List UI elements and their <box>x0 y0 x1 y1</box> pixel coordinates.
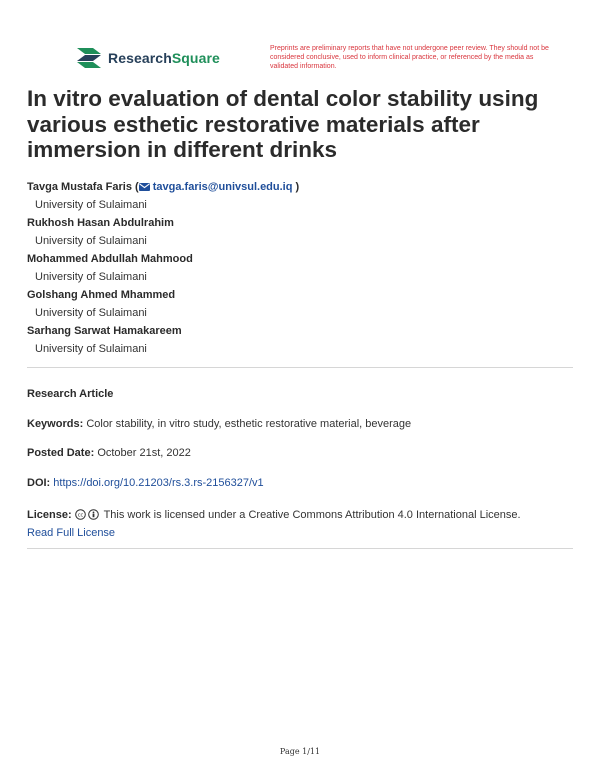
posted-date <box>27 447 191 459</box>
author-affiliation: University of Sulaimani <box>35 199 147 211</box>
svg-text:cc: cc <box>77 512 83 519</box>
doi-label: DOI: <box>27 477 51 489</box>
research-square-logo-icon <box>75 46 103 70</box>
posted-label: Posted Date: <box>27 447 95 459</box>
preprint-disclaimer: Preprints are preliminary reports that have not undergone peer review. They should not be considered conclusive, used to inform clinical practice, or referenced by the media as validated information. <box>270 45 549 70</box>
paper-title: In vitro evaluation of dental color stability using various esthetic restorative materials after immersion in different drinks <box>27 86 539 162</box>
author-affiliation: University of Sulaimani <box>35 343 147 355</box>
attribution-icon <box>88 509 99 525</box>
posted-value: October 21st, 2022 <box>97 447 191 459</box>
creative-commons-icon <box>75 509 86 525</box>
divider <box>27 548 573 549</box>
keywords <box>27 418 411 430</box>
envelope-icon <box>139 181 150 195</box>
author-name: Sarhang Sarwat Hamakareem <box>27 325 182 337</box>
article-type: Research Article <box>27 388 114 400</box>
keywords-label: Keywords: <box>27 418 84 430</box>
license-text: This work is licensed under a Creative Commons Attribution 4.0 International License. <box>103 509 521 521</box>
author-name: Golshang Ahmed Mhammed <box>27 289 176 301</box>
license-label: License: <box>27 509 72 521</box>
research-square-logo[interactable] <box>75 46 220 70</box>
author-list <box>27 180 299 360</box>
author-affiliation: University of Sulaimani <box>35 271 147 283</box>
keywords-value: Color stability, in vitro study, esthetic restorative material, beverage <box>86 418 412 430</box>
author-affiliation: University of Sulaimani <box>35 235 147 247</box>
doi-link[interactable]: https://doi.org/10.21203/rs.3.rs-2156327/v1 <box>53 477 264 489</box>
page-number: Page 1/11 <box>279 747 321 756</box>
author-name: Rukhosh Hasan Abdulrahim <box>27 217 174 229</box>
author-name: Tavga Mustafa Faris ( tavga.faris@univsul.edu.iq ) <box>27 181 300 193</box>
license <box>27 507 521 541</box>
author-email-link[interactable]: tavga.faris@univsul.edu.iq <box>152 181 293 193</box>
author-affiliation: University of Sulaimani <box>35 307 147 319</box>
read-full-license-link[interactable]: Read Full License <box>27 527 116 539</box>
author-name: Mohammed Abdullah Mahmood <box>27 253 193 265</box>
doi <box>27 477 264 489</box>
logo-wordmark: ResearchSquare <box>108 50 220 66</box>
divider <box>27 367 573 368</box>
